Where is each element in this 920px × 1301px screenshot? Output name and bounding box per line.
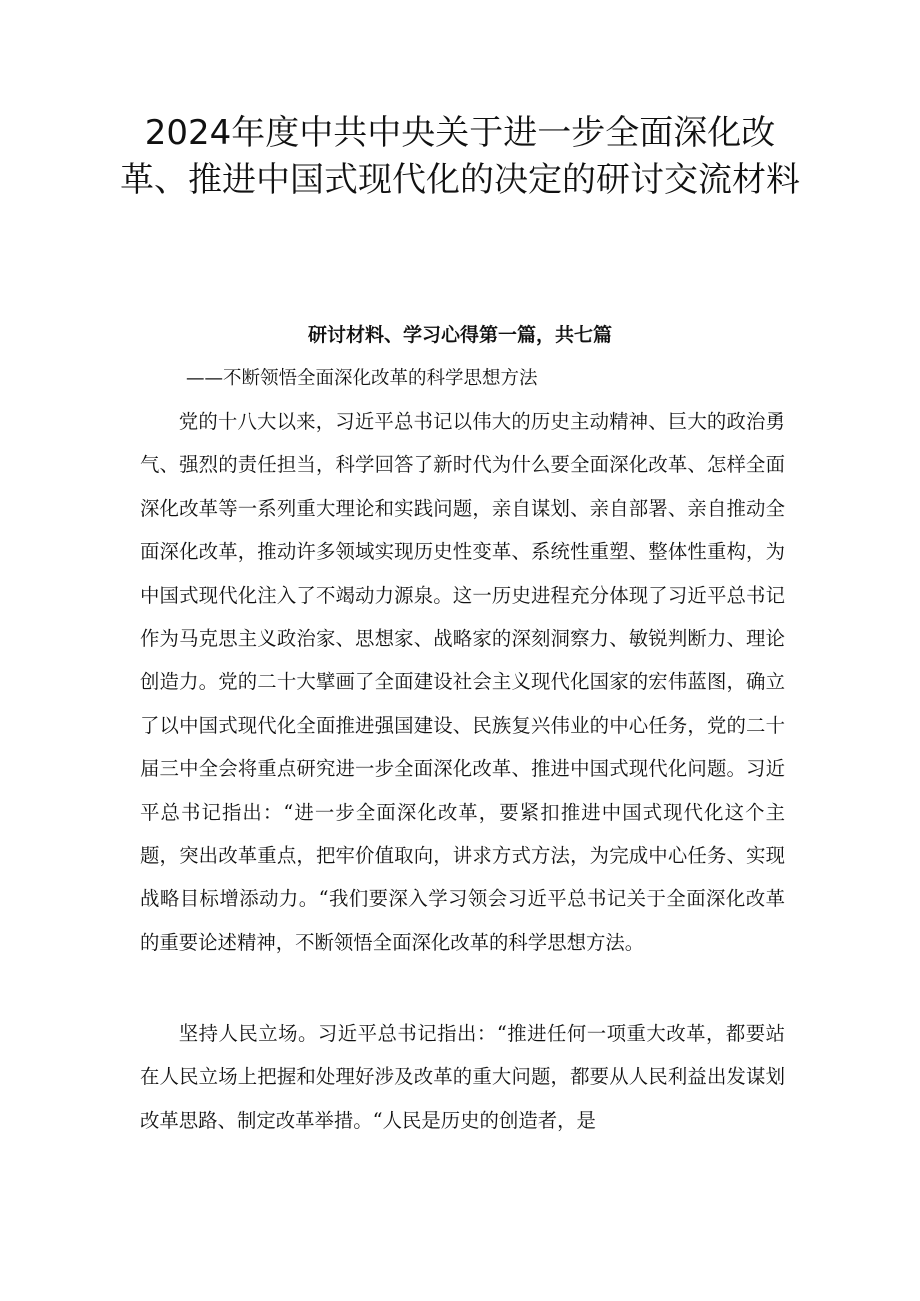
body-paragraph-1: 党的十八大以来，习近平总书记以伟大的历史主动精神、巨大的政治勇气、强烈的责任担当，科学回答了新时代为什么要全面深化改革、怎样全面深化改革等一系列重大理论和实践问题，亲自谋划、亲自部署、亲自推动全面深化改革，推动许多领域实现历史性变革、系统性重塑、整体性重构，为中国式现代化注入了不竭动力源泉。这一历史进程充分体现了习近平总书记作为马克思主义政治家、思想家、战略家的深刻洞察力、敏锐判断力、理论创造力。党的二十大擘画了全面建设社会主义现代化国家的宏伟蓝图，确立了以中国式现代化全面推进强国建设、民族复兴伟业的中心任务，党的二十届三中全会将重点研究进一步全面深化改革、推进中国式现代化问题。习近平总书记指出：“进一步全面深化改革，要紧扣推进中国式现代化这个主题，突出改革重点，把牢价值取向，讲求方式方法，为完成中心任务、实现战略目标增添动力。“我们要深入学习领会习近平总书记关于全面深化改革的重要论述精神，不断领悟全面深化改革的科学思想方法。 — [140, 410, 785, 954]
body-paragraph-2: 坚持人民立场。习近平总书记指出：“推进任何一项重大改革，都要站在人民立场上把握和处理好涉及改革的重大问题，都要从人民利益出发谋划改革思路、制定改革举措。“人民是历史的创造者，是 — [140, 1022, 785, 1132]
section-heading: 研讨材料、学习心得第一篇，共七篇 — [307, 324, 612, 346]
subtitle: ——不断领悟全面深化改革的科学思想方法 — [186, 368, 538, 389]
document-title: 2024年度中共中央关于进一步全面深化改革、推进中国式现代化的决定的研讨交流材料 — [120, 113, 800, 200]
